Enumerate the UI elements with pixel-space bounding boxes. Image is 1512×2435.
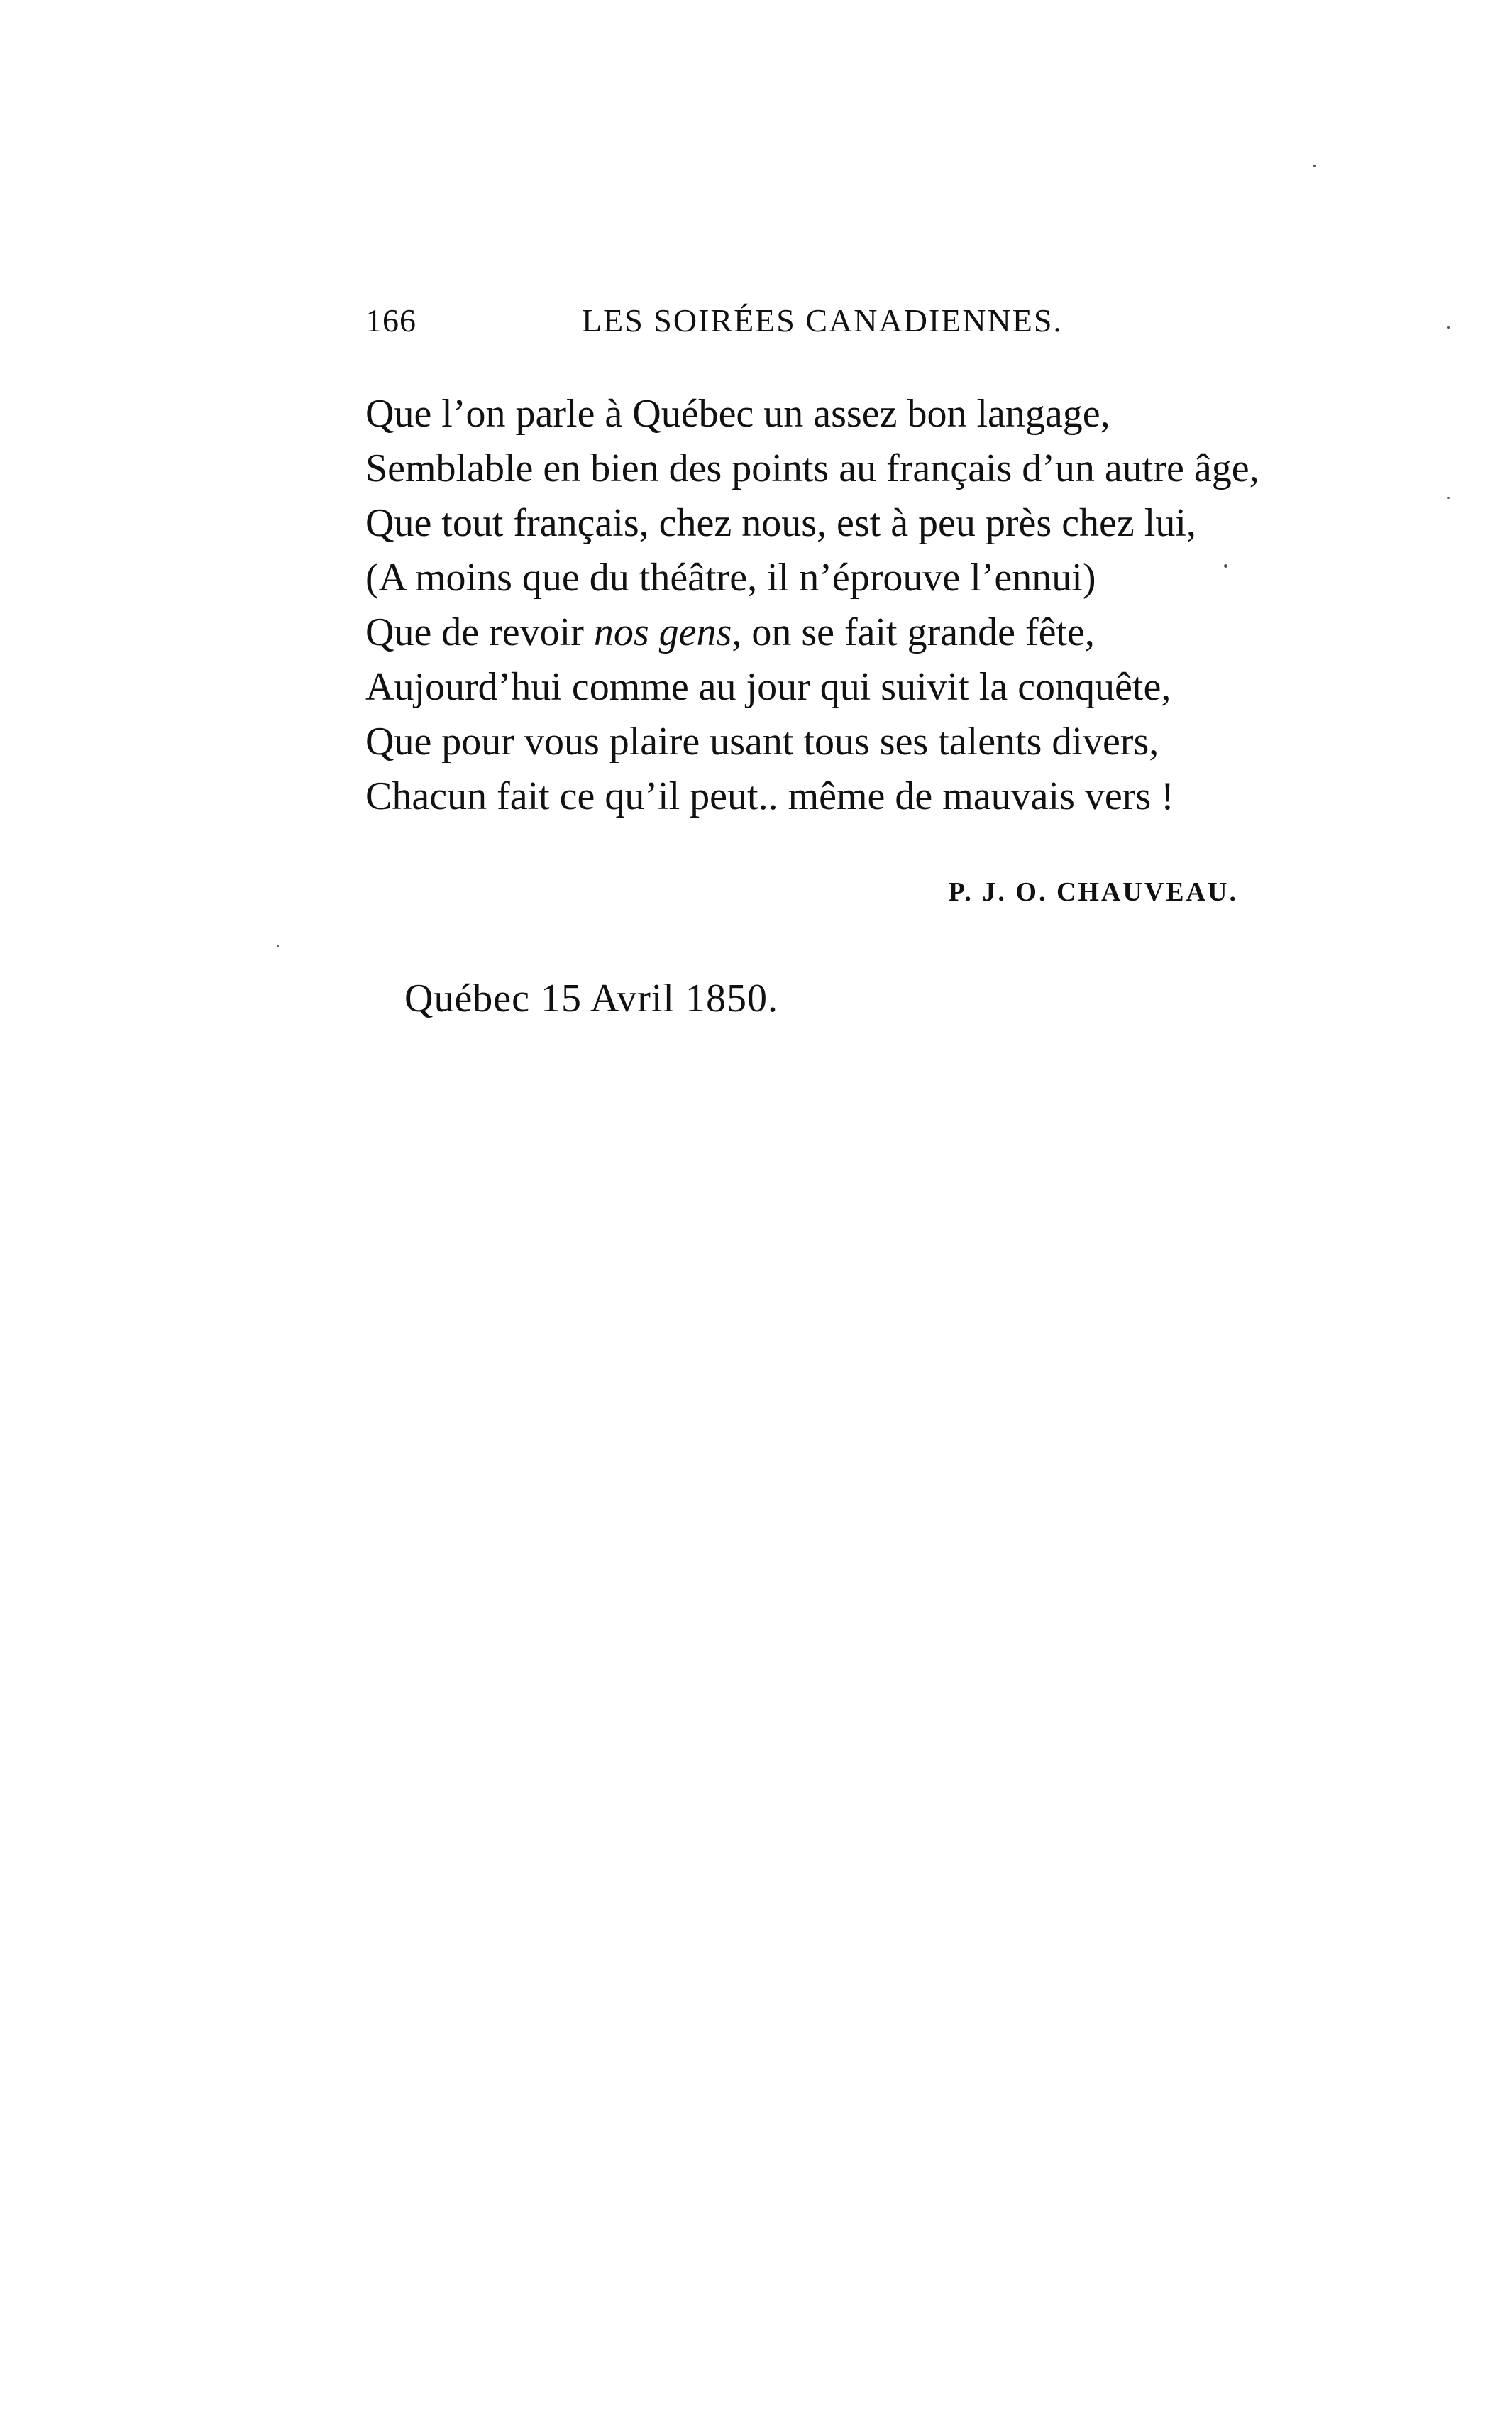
poem-line: Que pour vous plaire usant tous ses talents divers, bbox=[365, 720, 1159, 764]
poem-line bbox=[365, 605, 1288, 660]
print-speck bbox=[277, 945, 279, 947]
poem-line-italic: nos gens bbox=[593, 610, 732, 654]
page-number: 166 bbox=[365, 302, 416, 339]
poem-line: Que tout français, chez nous, est à peu près chez lui, bbox=[365, 501, 1196, 545]
page-header bbox=[365, 302, 1231, 351]
poem-line: Aujourd’hui comme au jour qui suivit la conquête, bbox=[365, 665, 1171, 709]
poem-line: Semblable en bien des points au français d’un autre âge, bbox=[365, 446, 1259, 490]
poem-line: Que l’on parle à Québec un assez bon langage, bbox=[365, 392, 1110, 436]
print-speck bbox=[1447, 326, 1450, 329]
print-speck bbox=[1313, 165, 1316, 167]
print-speck bbox=[1224, 564, 1227, 568]
running-title: LES SOIRÉES CANADIENNES. bbox=[582, 302, 1063, 339]
poem-line-start: Que de revoir bbox=[365, 610, 594, 654]
dateline: Québec 15 Avril 1850. bbox=[404, 977, 778, 1021]
poem-stanza bbox=[365, 387, 1288, 824]
poem-line-end: , on se fait grande fête, bbox=[732, 610, 1095, 654]
author-signature: P. J. O. CHAUVEAU. bbox=[948, 877, 1238, 907]
poem-line: (A moins que du théâtre, il n’éprouve l’ennui) bbox=[365, 556, 1096, 600]
print-speck bbox=[1447, 497, 1450, 499]
poem-line: Chacun fait ce qu’il peut.. même de mauvais vers ! bbox=[365, 774, 1174, 818]
